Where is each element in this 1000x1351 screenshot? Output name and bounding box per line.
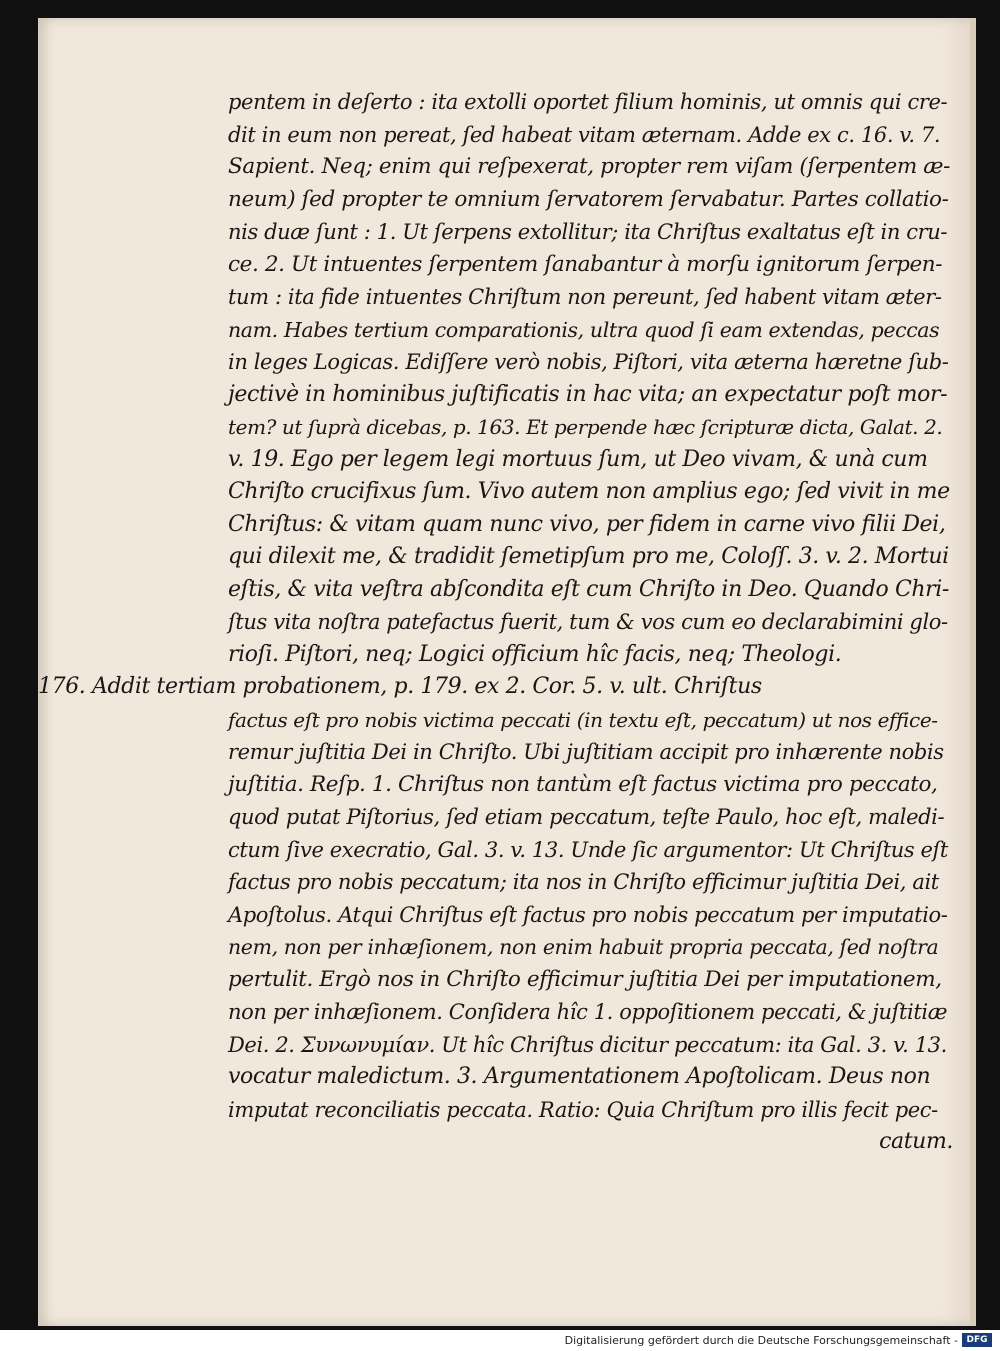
text-line: quod putat Piſtorius, ſed etiam peccatum, teſte Paulo, hoc eſt, maledi- [228, 805, 945, 829]
dfg-logo-icon: DFG [962, 1333, 992, 1347]
text-block [38, 86, 953, 1159]
text-line: rioſi. Piſtori, neq; Logici officium hîc facis, neq; Theologi. [228, 641, 842, 667]
section-number-line: 176. Addit tertiam probationem, p. 179. ex 2. Cor. 5. v. ult. Chriſtus [38, 674, 762, 699]
text-line: ce. 2. Ut intuentes ſerpentem ſanabantur à morſu ignitorum ſerpen- [228, 251, 943, 277]
text-line: nis duæ ſunt : 1. Ut ſerpens extollitur; ita Chriſtus exaltatus eſt in cru- [228, 220, 948, 244]
digitization-credit: Digitalisierung gefördert durch die Deutsche Forschungsgemeinschaft - [564, 1334, 958, 1347]
text-line: in leges Logicas. Ediſſere verò nobis, Piſtori, vita æterna hæretne ſub- [228, 350, 949, 374]
text-line: remur juſtitia Dei in Chriſto. Ubi juſtitiam accipit pro inhærente nobis [228, 740, 944, 764]
text-line: tem? ut ſuprà dicebas, p. 163. Et perpende hæc ſcripturæ dicta, Galat. 2. [228, 415, 943, 439]
text-line: tum : ita fide intuentes Chriſtum non pereunt, ſed habent vitam æter- [228, 285, 942, 309]
text-line: ſtus vita noſtra patefactus fuerit, tum & vos cum eo declarabimini glo- [228, 610, 948, 634]
text-line: Dei. 2. Συνωνυμίαν. Ut hîc Chriſtus dicitur peccatum: ita Gal. 3. v. 13. [228, 1032, 947, 1057]
text-line: jectivè in hominibus juſtificatis in hac vita; an expectatur poſt mor- [228, 381, 948, 407]
catchword: catum. [879, 1129, 953, 1154]
text-line: juſtitia. Reſp. 1. Chriſtus non tantùm eſt factus victima pro peccato, [228, 771, 938, 797]
text-line: factus pro nobis peccatum; ita nos in Chriſto efficimur juſtitia Dei, ait [228, 870, 939, 894]
footer-bar [0, 1330, 1000, 1351]
text-line: Chriſtus: & vitam quam nunc vivo, per fidem in carne vivo filii Dei, [228, 511, 946, 537]
text-line: eſtis, & vita veſtra abſcondita eſt cum Chriſto in Deo. Quando Chri- [228, 576, 949, 602]
text-line: pentem in deſerto : ita extolli oportet filium hominis, ut omnis qui cre- [228, 90, 948, 114]
text-line: ctum ſive execratio, Gal. 3. v. 13. Unde ſic argumentor: Ut Chriſtus eſt [228, 837, 948, 862]
text-line: Chriſto crucifixus ſum. Vivo autem non amplius ego; ſed vivit in me [228, 479, 950, 504]
text-line: nam. Habes tertium comparationis, ultra quod ſi eam extendas, peccas [228, 317, 940, 342]
text-line: Apoſtolus. Atqui Chriſtus eſt factus pro nobis peccatum per imputatio- [228, 902, 948, 927]
text-line: nem, non per inhæſionem, non enim habuit propria peccata, ſed noſtra [228, 935, 939, 959]
book-page [38, 18, 976, 1326]
text-line: dit in eum non pereat, ſed habeat vitam æternam. Adde ex c. 16. v. 7. [228, 122, 941, 147]
text-line: pertulit. Ergò nos in Chriſto efficimur juſtitia Dei per imputationem, [228, 966, 942, 992]
text-line: factus eſt pro nobis victima peccati (in textu eſt, peccatum) ut nos effice- [228, 707, 938, 732]
text-line: v. 19. Ego per legem legi mortuus ſum, ut Deo vivam, & unà cum [228, 446, 928, 472]
text-line: vocatur maledictum. 3. Argumentationem Apoſtolicam. Deus non [228, 1064, 931, 1089]
text-line: qui dilexit me, & tradidit ſemetipſum pro me, Coloſſ. 3. v. 2. Mortui [228, 544, 949, 569]
text-line: non per inhæſionem. Conſidera hîc 1. oppoſitionem peccati, & juſtitiæ [228, 1000, 948, 1024]
text-line: Sapient. Neq; enim qui reſpexerat, propter rem viſam (ſerpentem æ- [228, 154, 950, 179]
text-line: neum) ſed propter te omnium ſervatorem ſervabatur. Partes collatio- [228, 186, 949, 212]
text-line: imputat reconciliatis peccata. Ratio: Quia Chriſtum pro illis fecit pec- [228, 1097, 938, 1122]
